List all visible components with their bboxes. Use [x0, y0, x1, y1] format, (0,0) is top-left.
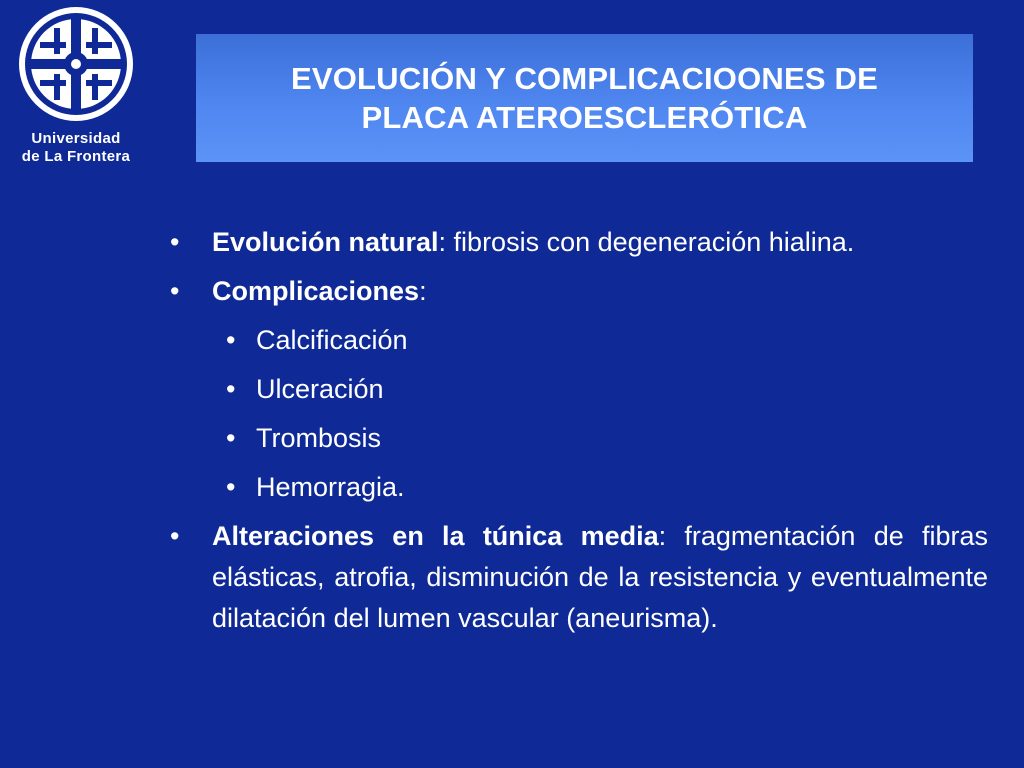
- title-line-1: EVOLUCIÓN Y COMPLICACIOONES DE: [290, 61, 879, 96]
- sub-bullet-text: Trombosis: [256, 423, 382, 453]
- bullet-text: : fibrosis con degeneración hialina.: [438, 227, 855, 257]
- sub-bullet-item: [170, 320, 988, 361]
- bullet-dot-icon: •: [226, 374, 236, 404]
- bullet-text: :: [419, 276, 427, 306]
- bullet-dot-icon: •: [226, 423, 236, 453]
- bullet-term: Alteraciones en la túnica media: [212, 521, 659, 551]
- page-title: [291, 59, 878, 137]
- logo-text: [6, 130, 146, 166]
- bullet-dot-icon: •: [170, 521, 180, 551]
- bullet-item-complicaciones: [170, 271, 988, 312]
- bullet-dot-icon: •: [226, 472, 236, 502]
- bullet-term: Evolución natural: [212, 227, 439, 257]
- logo-line-2: de La Frontera: [21, 148, 131, 165]
- logo-line-1: Universidad: [31, 130, 121, 147]
- bullet-item-alteraciones: [170, 516, 988, 639]
- sub-bullet-text: Hemorragia.: [256, 472, 405, 502]
- bullet-text: : fragmentación de fibras elásticas, atrofia, disminución de la resistencia y eventualmente dilatación del lumen vascular (aneurisma).: [212, 521, 988, 633]
- slide-content: [170, 222, 988, 647]
- sub-bullet-item: [170, 467, 988, 508]
- title-line-2: PLACA ATEROESCLERÓTICA: [361, 100, 808, 135]
- sub-bullet-text: Ulceración: [256, 374, 384, 404]
- title-box: [196, 34, 973, 162]
- university-logo: [6, 4, 146, 170]
- sub-bullet-item: [170, 369, 988, 410]
- university-seal-icon: [16, 4, 136, 124]
- sub-bullet-text: Calcificación: [256, 325, 408, 355]
- bullet-dot-icon: •: [170, 227, 180, 257]
- bullet-term: Complicaciones: [212, 276, 420, 306]
- bullet-item-evolucion: [170, 222, 988, 263]
- bullet-dot-icon: •: [170, 276, 180, 306]
- bullet-dot-icon: •: [226, 325, 236, 355]
- sub-bullet-item: [170, 418, 988, 459]
